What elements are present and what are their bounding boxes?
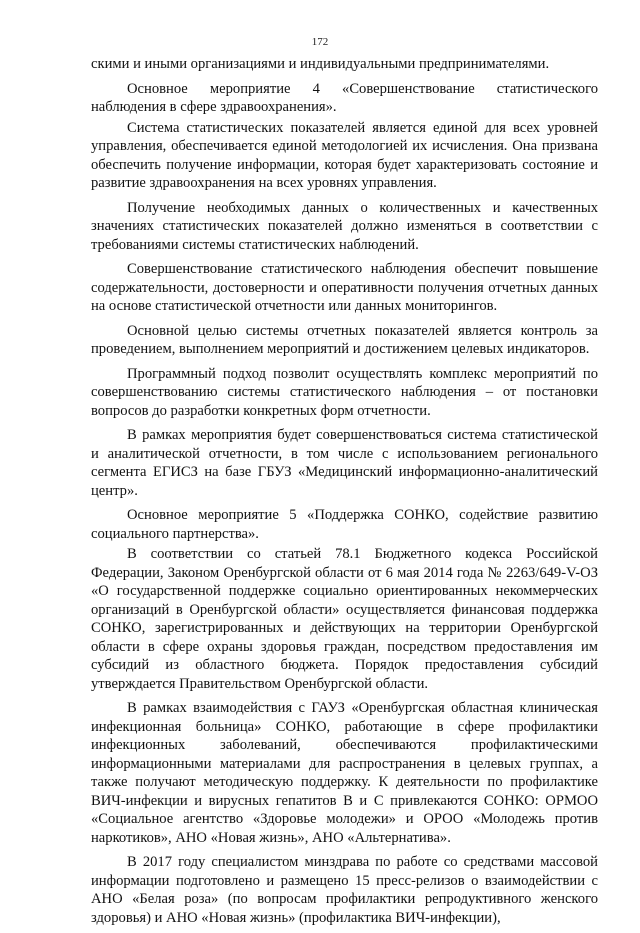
paragraph-program-approach: Программный подход позволит осуществлять комплекс мероприятий по совершенствованию системы статистического наблюдения – от постановки вопросов до разработки конкретных форм отчетности.	[91, 365, 598, 419]
paragraph-hospital-interaction: В рамках взаимодействия с ГАУЗ «Оренбургская областная клиническая инфекционная больница» СОНКО, работающие в сфере профилактики инфекционных заболеваний, обеспечиваются профилактическими информационными материалами для распространения в целевых группах, а также получают методическую поддержку. К деятельности по профилактике ВИЧ-инфекции и вирусных гепатитов В и С привлекаются СОНКО: ОРМОО «Социальное агентство «Здоровье молодежи» и ОРОО «Молодежь против наркотиков», АНО «Новая жизнь», АНО «Альтернатива».	[91, 700, 598, 846]
paragraph-main-goal: Основной целью системы отчетных показателей является контроль за проведением, выполнением мероприятий и достижением целевых индикаторов.	[91, 322, 598, 357]
paragraph-budget-code: В соответствии со статьей 78.1 Бюджетного кодекса Российской Федерации, Законом Оренбургской области от 6 мая 2014 года № 2263/649-V-ОЗ «О государственной поддержке социально ориентированных некоммерческих организаций в Оренбургской области» осуществляется финансовая поддержка СОНКО, зарегистрированных и действующих на территории Оренбургской области в сфере охраны здоровья граждан, посредством предоставления им субсидий из областного бюджета. Порядок предоставления субсидий утверждается Правительством Оренбургской области.	[91, 546, 598, 692]
paragraph-press-releases: В 2017 году специалистом минздрава по работе со средствами массовой информации подготовлено и размещено 15 пресс-релизов о взаимодействии с АНО «Белая роза» (по вопросам профилактики репродуктивного женского здоровья) и АНО «Новая жизнь» (профилактика ВИЧ-инфекции),	[91, 854, 598, 926]
paragraph-data-values: Получение необходимых данных о количественных и качественных значениях статистических показателей должно изменяться в соответствии с требованиями системы статистических наблюдений.	[91, 199, 598, 253]
page-number: 172	[311, 36, 329, 48]
document-body	[91, 55, 598, 933]
paragraph-continuation: скими и иными организациями и индивидуальными предпринимателями.	[91, 56, 550, 72]
paragraph-observation-improvement: Совершенствование статистического наблюдения обеспечит повышение содержательности, достоверности и оперативности получения отчетных данных на основе статистической отчетности или данных мониторингов.	[91, 261, 598, 314]
paragraph-measure-5-heading: Основное мероприятие 5 «Поддержка СОНКО, содействие развитию социального партнерства».	[91, 507, 598, 542]
paragraph-statistical-system: Система статистических показателей является единой для всех уровней управления, обеспечивается единой методологией их исчисления. Она призвана обеспечить получение информации, которая будет характеризовать состояние и развитие здравоохранения на всех уровнях управления.	[91, 119, 598, 191]
paragraph-reporting-system: В рамках мероприятия будет совершенствоваться система статистической и аналитической отчетности, в том числе с использованием регионального сегмента ЕГИСЗ на базе ГБУЗ «Медицинский информационно-аналитический центр».	[91, 427, 598, 499]
paragraph-measure-4-heading: Основное мероприятие 4 «Совершенствование статистического наблюдения в сфере здравоохранения».	[91, 80, 598, 115]
